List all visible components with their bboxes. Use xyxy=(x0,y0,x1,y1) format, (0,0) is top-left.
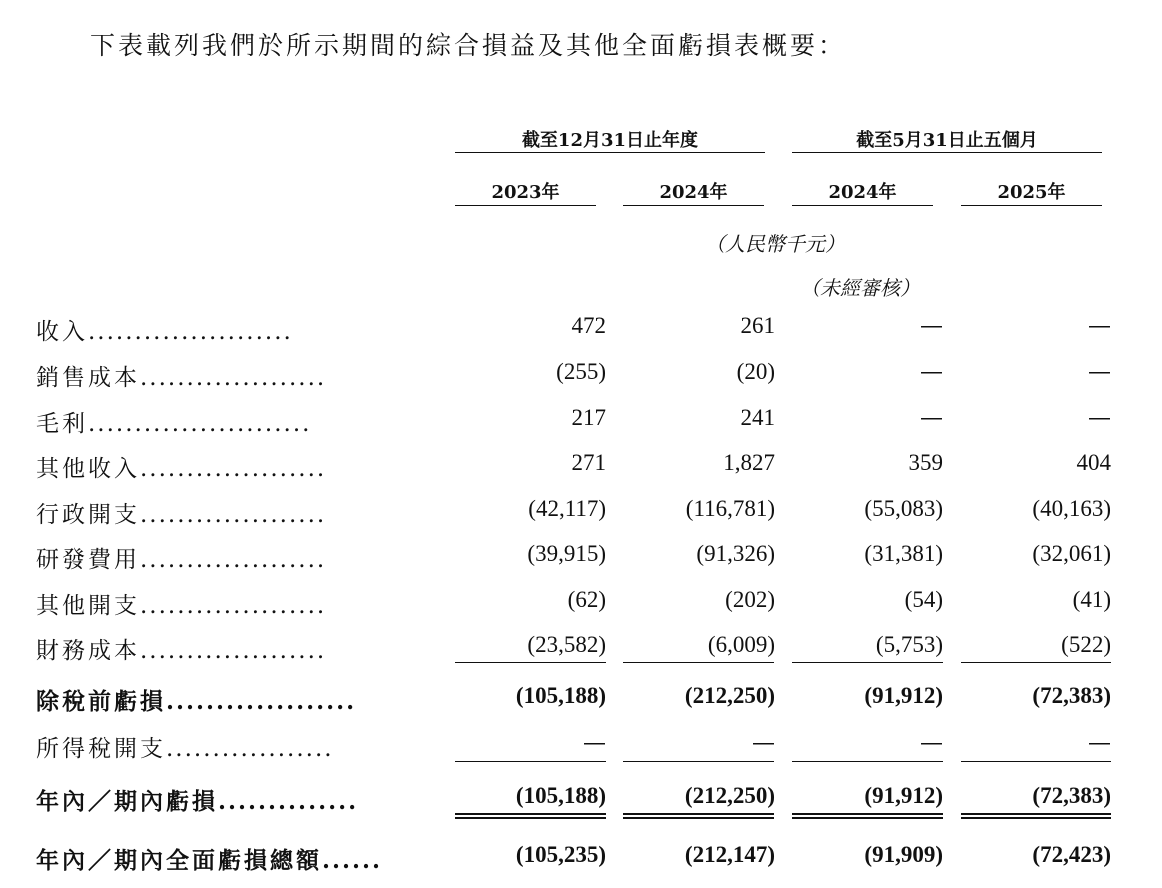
row-value: — xyxy=(1088,405,1111,431)
row-value: (91,326) xyxy=(696,541,775,566)
row-value: (91,912) xyxy=(864,683,943,708)
row-value: (72,383) xyxy=(1032,683,1111,708)
subtotal-rule xyxy=(623,761,774,762)
row-value: (212,147) xyxy=(684,842,775,867)
row-label-text: 銷售成本 xyxy=(36,365,140,391)
subtotal-rule xyxy=(455,662,606,663)
row-label xyxy=(36,450,326,483)
row-label-text: 年內／期內全面虧損總額 xyxy=(36,847,322,874)
row-value: (31,381) xyxy=(864,541,943,566)
row-value: — xyxy=(752,730,775,756)
year-rule xyxy=(792,205,933,206)
leader-dots: .................... xyxy=(140,593,327,619)
row-value: (105,188) xyxy=(515,783,606,808)
row-value: (20) xyxy=(736,359,775,384)
subtotal-rule xyxy=(961,761,1111,762)
row-value: (105,235) xyxy=(515,842,606,867)
row-value: (6,009) xyxy=(707,632,775,657)
row-value: (39,915) xyxy=(527,541,606,566)
header-rule xyxy=(455,152,765,153)
row-label-text: 所得稅開支 xyxy=(36,736,166,762)
subtotal-rule xyxy=(455,761,606,762)
leader-dots: ........................ xyxy=(88,411,312,437)
leader-dots: ...................... xyxy=(88,319,293,345)
year-header: 2024年 xyxy=(828,182,897,203)
total-double-rule xyxy=(961,813,1111,819)
row-value: (202) xyxy=(725,587,775,612)
row-label-text: 收入 xyxy=(36,319,88,345)
row-value: 359 xyxy=(908,450,943,475)
row-label-text: 其他開支 xyxy=(36,593,140,619)
row-value: 271 xyxy=(571,450,606,475)
row-label xyxy=(36,587,326,620)
row-value: (62) xyxy=(567,587,606,612)
row-value: (91,912) xyxy=(864,783,943,808)
year-rule xyxy=(623,205,764,206)
year-header: 2025年 xyxy=(997,182,1066,203)
row-value: (42,117) xyxy=(528,496,606,521)
subtotal-rule xyxy=(623,662,774,663)
row-value: (116,781) xyxy=(685,496,775,521)
total-double-rule xyxy=(623,813,774,819)
header-five-months: 截至5月31日止五個月 xyxy=(856,130,1038,151)
row-label xyxy=(36,359,326,392)
header-rule xyxy=(792,152,1102,153)
row-label xyxy=(36,496,326,529)
year-rule xyxy=(961,205,1102,206)
row-label xyxy=(36,683,356,716)
total-double-rule xyxy=(455,813,606,819)
row-value: (5,753) xyxy=(875,632,943,657)
row-label xyxy=(36,405,311,438)
row-label-text: 年內／期內虧損 xyxy=(36,788,218,815)
row-value: (41) xyxy=(1072,587,1111,612)
row-label xyxy=(36,842,382,875)
leader-dots: .................... xyxy=(140,547,327,573)
row-label-text: 研發費用 xyxy=(36,547,140,573)
row-label xyxy=(36,783,358,816)
subtotal-rule xyxy=(961,662,1111,663)
row-value: (72,423) xyxy=(1032,842,1111,867)
row-label-text: 除稅前虧損 xyxy=(36,688,166,715)
row-value: — xyxy=(583,730,606,756)
row-value: — xyxy=(1088,313,1111,339)
row-value: 1,827 xyxy=(723,450,775,475)
subtotal-rule xyxy=(792,662,943,663)
year-header: 2024年 xyxy=(659,182,728,203)
row-value: (32,061) xyxy=(1032,541,1111,566)
row-label xyxy=(36,541,326,574)
subtotal-rule xyxy=(792,761,943,762)
leader-dots: ................... xyxy=(166,688,357,715)
row-label-text: 其他收入 xyxy=(36,456,140,482)
unit-label: （人民幣千元） xyxy=(705,232,845,256)
row-value: (72,383) xyxy=(1032,783,1111,808)
row-value: (105,188) xyxy=(515,683,606,708)
row-value: (54) xyxy=(904,587,943,612)
row-value: 472 xyxy=(571,313,606,338)
row-value: — xyxy=(920,730,943,756)
row-label-text: 毛利 xyxy=(36,411,88,437)
row-value: (55,083) xyxy=(864,496,943,521)
row-value: (212,250) xyxy=(684,683,775,708)
row-value: (91,909) xyxy=(864,842,943,867)
intro-text: 下表載列我們於所示期間的綜合損益及其他全面虧損表概要： xyxy=(90,31,847,60)
year-header: 2023年 xyxy=(491,182,560,203)
unaudited-label: （未經審核） xyxy=(800,276,920,300)
leader-dots: .................... xyxy=(140,456,327,482)
leader-dots: .................... xyxy=(140,638,327,664)
leader-dots: .................... xyxy=(140,365,327,391)
row-label xyxy=(36,730,334,763)
row-value: (40,163) xyxy=(1032,496,1111,521)
row-value: 217 xyxy=(571,405,606,430)
row-value: (522) xyxy=(1061,632,1111,657)
row-value: 404 xyxy=(1076,450,1111,475)
row-label-text: 財務成本 xyxy=(36,638,140,664)
row-value: — xyxy=(1088,730,1111,756)
year-rule xyxy=(455,205,596,206)
row-value: 261 xyxy=(740,313,775,338)
leader-dots: ...... xyxy=(322,847,383,874)
row-value: — xyxy=(920,405,943,431)
row-value: 241 xyxy=(740,405,775,430)
row-label xyxy=(36,632,326,665)
total-double-rule xyxy=(792,813,943,819)
row-value: — xyxy=(920,359,943,385)
row-value: — xyxy=(1088,359,1111,385)
row-value: (23,582) xyxy=(527,632,606,657)
row-value: (255) xyxy=(556,359,606,384)
row-label-text: 行政開支 xyxy=(36,502,140,528)
header-fiscal-year: 截至12月31日止年度 xyxy=(521,130,699,151)
leader-dots: .................... xyxy=(140,502,327,528)
leader-dots: .............. xyxy=(218,788,359,815)
row-value: — xyxy=(920,313,943,339)
row-label xyxy=(36,313,293,346)
leader-dots: .................. xyxy=(166,736,334,762)
row-value: (212,250) xyxy=(684,783,775,808)
